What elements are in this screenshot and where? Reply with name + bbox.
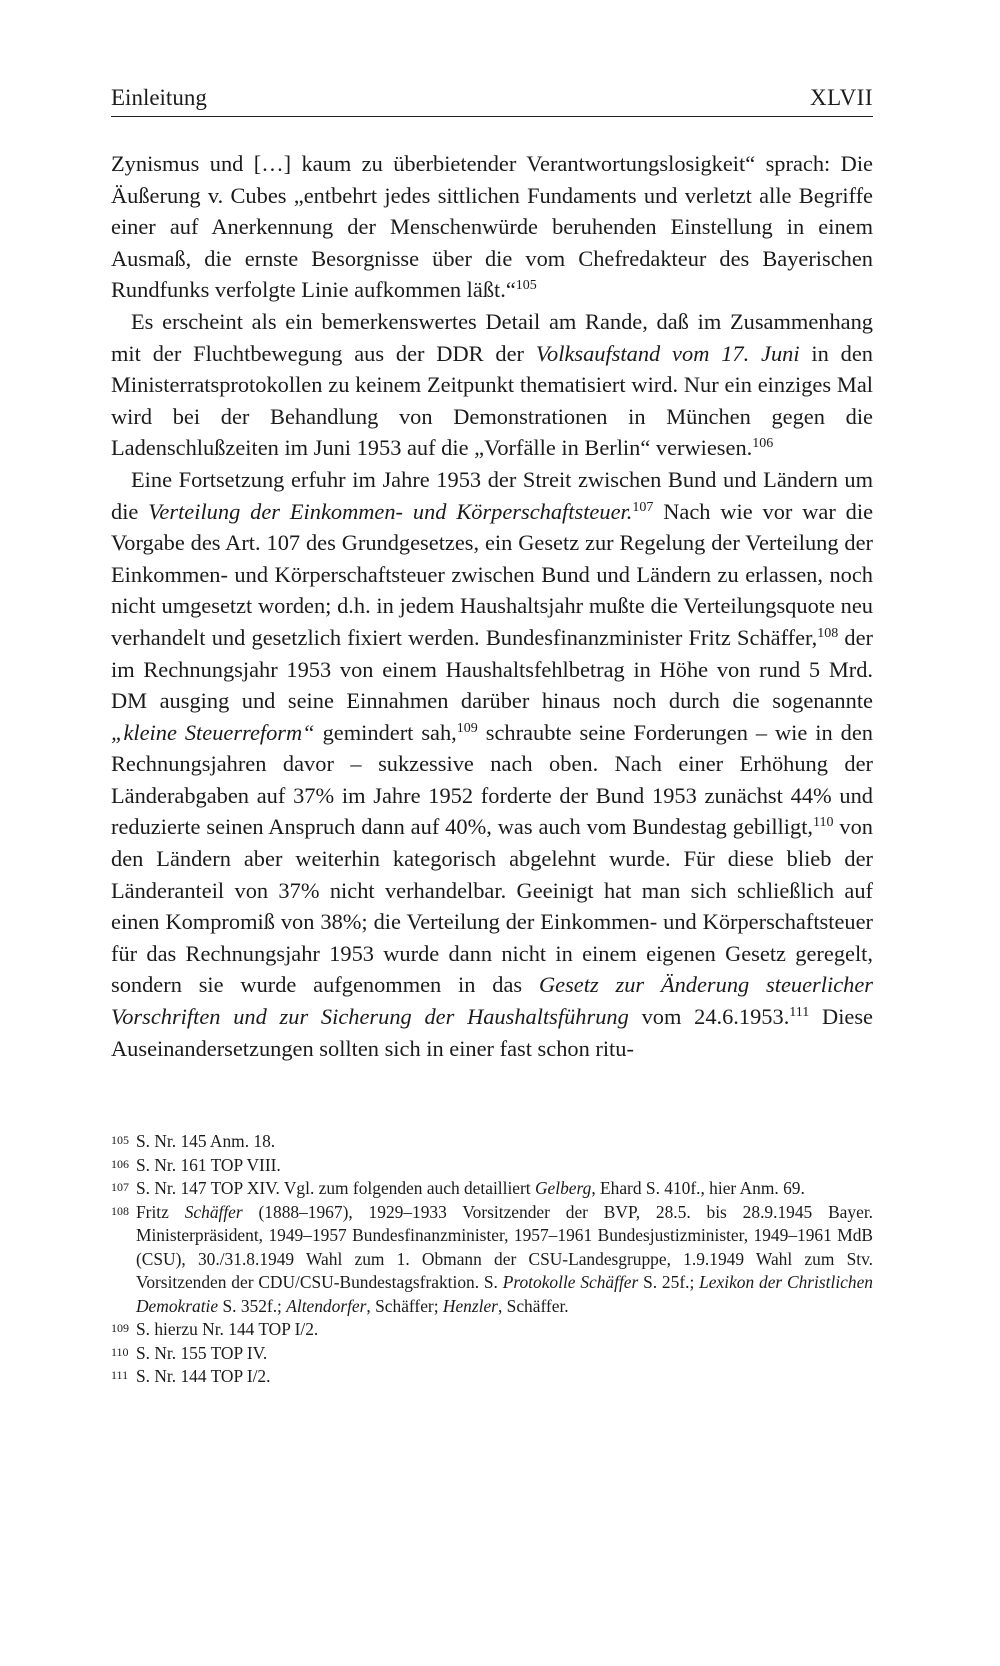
footnote: [111, 1177, 873, 1201]
paragraph: [111, 306, 873, 464]
footnote-number: 108: [111, 1203, 129, 1218]
italic-text: Henzler: [442, 1295, 498, 1316]
italic-text: Protokolle Schäffer: [502, 1272, 639, 1292]
italic-text: Lexikon der Christlichen Demokratie: [136, 1272, 873, 1316]
text-run: S. Nr. 147 TOP XIV. Vgl. zum folgenden auch detailliert: [136, 1178, 535, 1198]
italic-text: Altendorfer: [286, 1295, 367, 1316]
page-number: XLVII: [810, 85, 873, 110]
footnotes: [111, 1130, 873, 1389]
footnote-reference: 110: [813, 815, 834, 831]
footnote-reference: 106: [752, 436, 774, 452]
section-title: Einleitung: [111, 85, 207, 110]
text-run: S. Nr. 144 TOP I/2.: [136, 1366, 271, 1386]
text-run: Diese Auseinandersetzungen sollten sich in einer fast schon ritu-: [111, 1004, 873, 1061]
italic-text: „kleine Steuerreform“: [111, 719, 315, 745]
footnote-number: 110: [111, 1344, 129, 1359]
footnote-number: 109: [111, 1321, 129, 1335]
footnote-reference: 111: [789, 1005, 810, 1021]
footnote: [111, 1365, 873, 1389]
text-run: schraubte seine Forderungen – wie in den Rechnungsjahren davor – sukzessive nach oben. Nach einer Erhöhung der Länderabgaben auf 37% im Jahre 1952 forderte der Bund 1953 zunächst 44% und reduzierte seinen Anspruch dann auf 40%, was auch vom Bundestag gebilligt,: [111, 719, 873, 840]
text-run: S. 352f.;: [218, 1295, 287, 1316]
paragraph: [111, 464, 873, 1064]
text-run: S. Nr. 161 TOP VIII.: [136, 1154, 281, 1175]
footnote-reference: 109: [456, 720, 478, 736]
text-run: Eine Fortsetzung erfuhr im Jahre 1953 der Streit zwischen Bund und Ländern um die: [111, 466, 873, 524]
footnote: [111, 1201, 873, 1319]
footnote-number: 105: [111, 1133, 129, 1147]
footnote: [111, 1318, 873, 1342]
text-run: Fritz: [136, 1201, 185, 1222]
italic-text: Schäffer: [184, 1201, 243, 1222]
text-run: Zynismus und […] kaum zu überbietender Verantwortungslosigkeit“ sprach: Die Äußerung v. Cubes „entbehrt jedes sittlichen Fundaments und verletzt alle Begriffe einer auf Anerkennung der Menschenwürde beruhenden Einstellung in einem Ausmaß, die ernste Besorgnisse über die vom Chefredakteur des Bayerischen Rundfunks verfolgte Linie aufkommen läßt.“: [111, 151, 873, 303]
footnote: [111, 1342, 873, 1366]
footnote: [111, 1130, 873, 1154]
italic-text: Gelberg: [534, 1178, 592, 1198]
running-header: [111, 84, 873, 117]
footnote: [111, 1154, 873, 1178]
text-run: gemindert sah,: [314, 719, 457, 745]
italic-text: Gesetz zur Änderung steuerlicher Vorschriften und zur Sicherung der Haushaltsführung: [111, 972, 873, 1030]
text-run: Es erscheint als ein bemerkenswertes Detail am Rande, daß im Zusammenhang mit der Fluchtbewegung aus der DDR der: [111, 308, 873, 366]
paragraph: [111, 148, 873, 306]
text-run: , Schäffer.: [497, 1295, 569, 1316]
footnote-reference: 105: [515, 278, 537, 294]
text-run: S. Nr. 155 TOP IV.: [136, 1342, 268, 1363]
italic-text: Volksaufstand vom 17. Juni: [535, 340, 800, 366]
text-run: von den Ländern aber weiterhin kategorisch abgelehnt wurde. Für diese blieb der Länderanteil von 37% nicht verhandelbar. Geeinigt hat man sich schließlich auf einen Kompromiß von 38%; die Verteilung der Einkommen- und Körperschaftsteuer für das Rechnungsjahr 1953 wurde dann nicht in einem eigenen Gesetz geregelt, sondern sie wurde aufgenommen in das: [111, 814, 873, 998]
text-run: , Schäffer;: [366, 1295, 443, 1316]
footnote-number: 111: [111, 1368, 129, 1382]
text-run: S. 25f.;: [638, 1272, 700, 1292]
italic-text: Verteilung der Einkommen- und Körperschaftsteuer.: [148, 498, 633, 524]
text-run: S. hierzu Nr. 144 TOP I/2.: [136, 1319, 319, 1339]
footnote-number: 107: [111, 1180, 129, 1194]
text-run: , Ehard S. 410f., hier Anm. 69.: [591, 1178, 805, 1198]
text-run: (1888–1967), 1929–1933 Vorsitzender der BVP, 28.5. bis 28.9.1945 Bayer. Ministerpräsident, 1949–1957 Bundesfinanzminister, 1957–1961 Bundesjustizminister, 1949–1961 MdB (CSU), 30./31.8.1949 Wahl zum 1. Obmann der CSU-Landesgruppe, 1.9.1949 Wahl zum Stv. Vorsitzenden der CDU/CSU-Bundestagsfraktion. S.: [136, 1201, 873, 1292]
text-run: S. Nr. 145 Anm. 18.: [136, 1131, 276, 1151]
text-run: der im Rechnungsjahr 1953 von einem Haushaltsfehlbetrag in Höhe von rund 5 Mrd. DM ausging und seine Einnahmen darüber hinaus noch durch die sogenannte: [111, 624, 873, 714]
text-run: vom 24.6.1953.: [628, 1004, 790, 1030]
text-run: in den Ministerratsprotokollen zu keinem Zeitpunkt thematisiert wird. Nur ein einziges Mal wird bei der Behandlung von Demonstrationen in München gegen die Ladenschlußzeiten im Juni 1953 auf die „Vorfälle in Berlin“ verwiesen.: [111, 340, 873, 461]
text-run: Nach wie vor war die Vorgabe des Art. 107 des Grundgesetzes, ein Gesetz zur Regelung der Verteilung der Einkommen- und Körperschaftsteuer zwischen Bund und Ländern zu erlassen, noch nicht umgesetzt worden; d.h. in jedem Haushaltsjahr mußte die Verteilungsquote neu verhandelt und gesetzlich fixiert werden. Bundesfinanzminister Fritz Schäffer,: [111, 498, 874, 650]
footnote-reference: 108: [817, 625, 839, 641]
body-text: [111, 148, 873, 1064]
footnote-number: 106: [111, 1156, 129, 1171]
footnote-reference: 107: [632, 499, 654, 515]
